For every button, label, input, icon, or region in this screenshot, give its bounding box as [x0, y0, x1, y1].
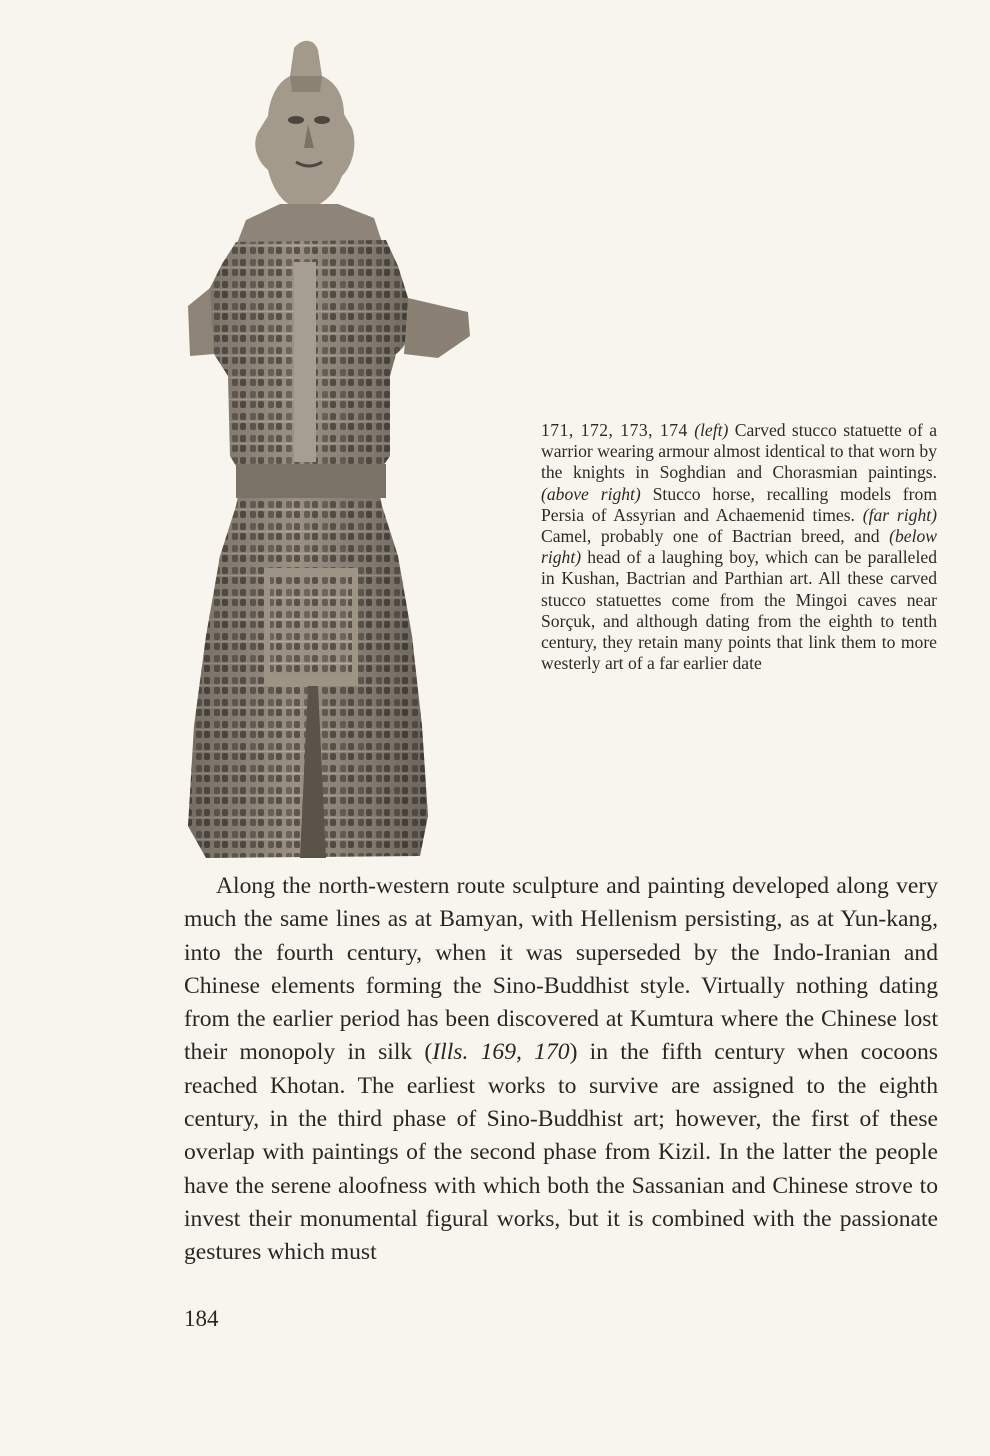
caption-above-right-text: Stucco horse, recalling models from Persia of Assyrian and Achaemenid times. [541, 483, 937, 525]
caption-below-right-text: head of a laughing boy, which can be paralleled in Kushan, Bactrian and Parthian art. All these carved stucco statuettes come from the Mingoi caves near Sorçuk, and although dating from the eighth to tenth century, they retain many points that link them to more westerly art of a far earlier date [541, 547, 937, 674]
body-text [184, 870, 938, 1270]
body-paragraph [184, 870, 938, 1270]
body-paragraph-part1: Along the north-western route sculpture and painting developed along very much the same lines as at Bamyan, with Hellenism persisting, as at Yun-kang, into the fourth century, when it was superseded by the Indo-Iranian and Chinese elements forming the Sino-Buddhist style. Virtually nothing dating from the earlier period has been discovered at Kumtura where the Chinese lost their monopoly in silk ( [184, 873, 938, 1066]
caption-far-right-text: Camel, probably one of Bactrian breed, and [541, 526, 890, 547]
figure-caption [541, 420, 937, 674]
illustration-reference: Ills. 169, 170 [432, 1039, 570, 1066]
statuette-photograph [176, 36, 488, 866]
body-paragraph-part2: ) in the fifth century when cocoons reached Khotan. The earliest works to survive are assigned to the eighth century, in the third phase of Sino-Buddhist art; however, the first of these overlap with paintings of the second phase from Kizil. In the latter the people have the serene aloofness with which both the Sassanian and Chinese strove to invest their monumental figural works, but it is combined with the passionate gestures which must [184, 1039, 938, 1266]
caption-figure-numbers: 171, 172, 173, 174 [541, 420, 688, 440]
caption-above-right-tag: (above right) [541, 483, 641, 504]
caption-left-tag: (left) [694, 420, 729, 440]
caption-far-right-tag: (far right) [862, 504, 937, 525]
caption-left-text: Carved stucco statuette of a warrior wearing armour almost identical to that worn by the knights in Soghdian and Chorasmian paintings. [541, 420, 937, 483]
warrior-statuette-image [176, 36, 488, 866]
caption-below-right-tag: (below right) [541, 526, 937, 568]
page-number: 184 [184, 1306, 219, 1331]
